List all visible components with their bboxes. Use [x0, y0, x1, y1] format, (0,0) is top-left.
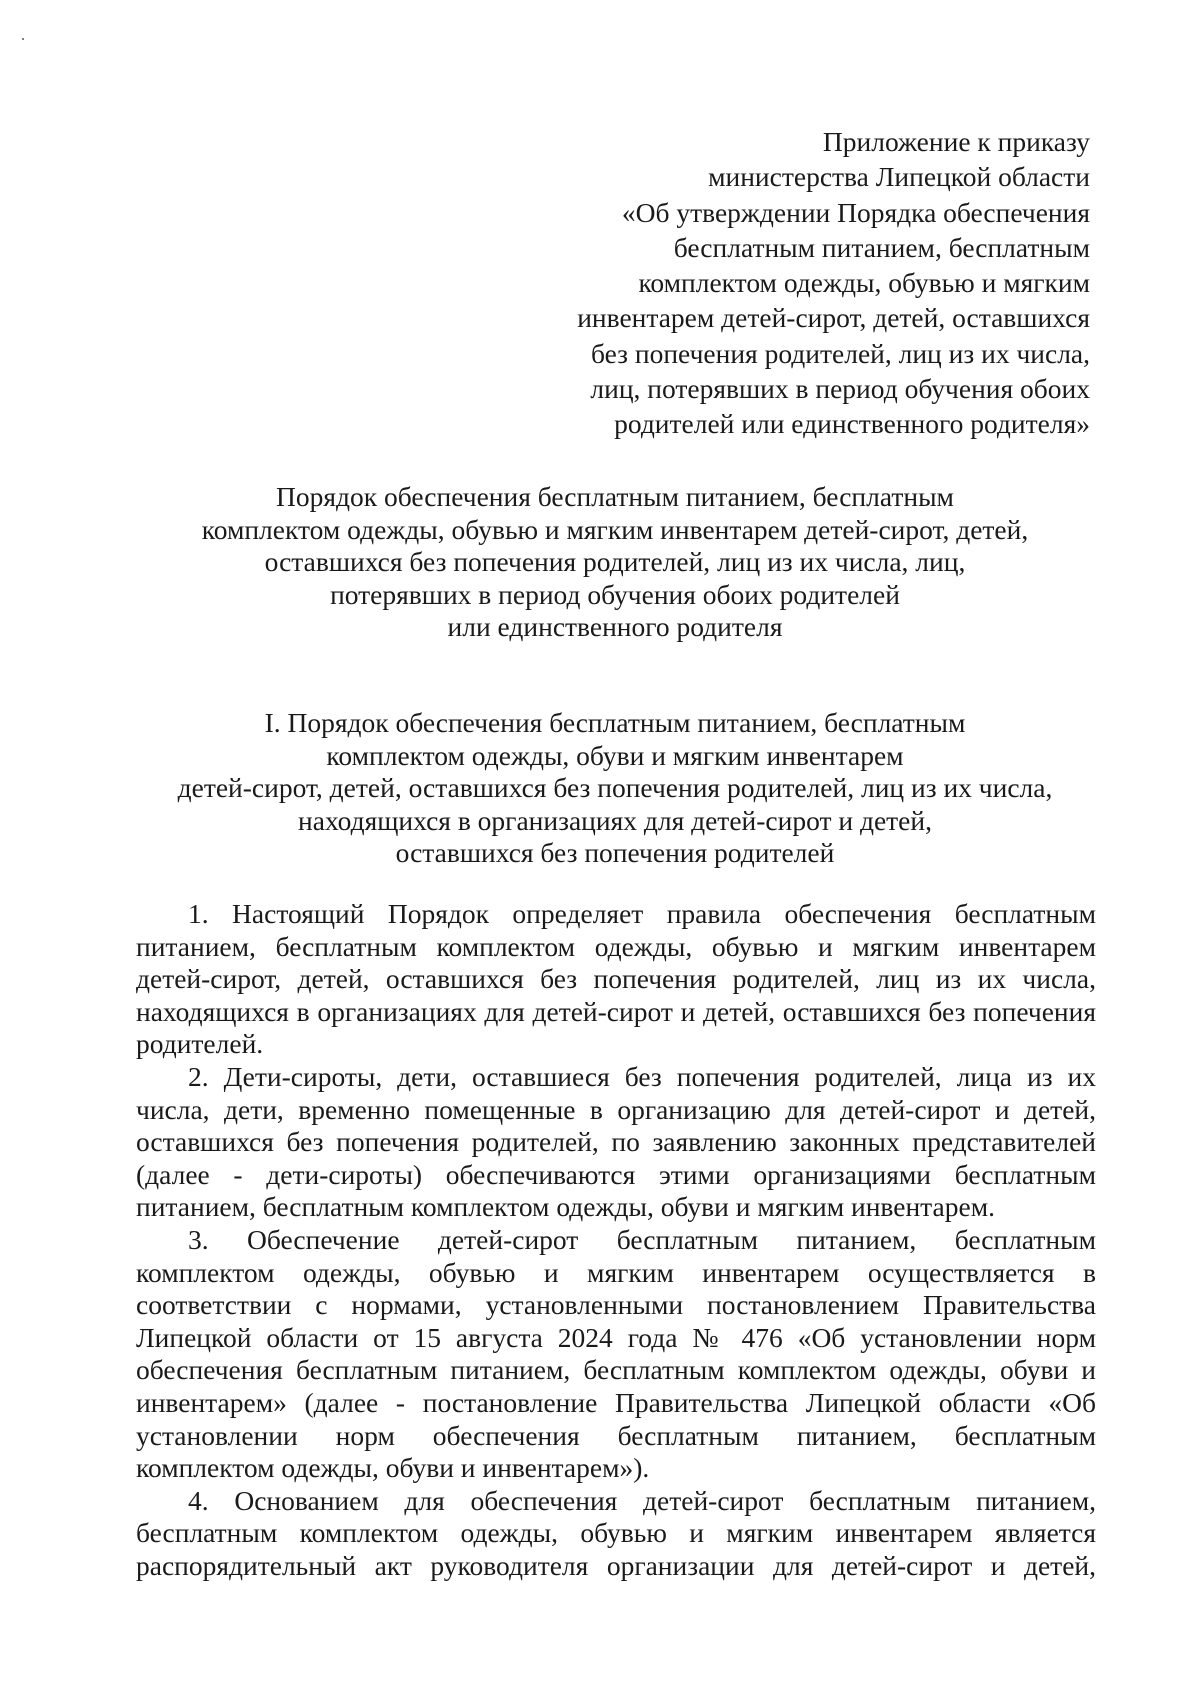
paragraph-line: обеспечения бесплатным питанием, бесплатным комплектом одежды, обуви и: [136, 1354, 1096, 1386]
paragraph-line: бесплатным комплектом одежды, обувью и мягким инвентарем является: [136, 1517, 1096, 1549]
title-line: или единственного родителя: [447, 611, 783, 642]
paragraph-line: 4. Основанием для обеспечения детей-сирот бесплатным питанием,: [188, 1484, 1096, 1516]
paragraph-line: инвентарем» (далее - постановление Правительства Липецкой области «Об: [136, 1386, 1096, 1418]
paragraph-line: 3. Обеспечение детей-сирот бесплатным питанием, бесплатным: [188, 1223, 1096, 1255]
appendix-line: министерства Липецкой области: [708, 161, 1090, 193]
section-heading-line: оставшихся без попечения родителей: [395, 837, 835, 868]
appendix-line: инвентарем детей-сирот, детей, оставшихся: [577, 302, 1090, 334]
paragraph-line: распорядительный акт руководителя организации для детей-сирот и детей,: [136, 1549, 1096, 1581]
section-heading-line: детей-сирот, детей, оставшихся без попечения родителей, лиц из их числа,: [177, 772, 1053, 803]
appendix-line: Приложение к приказу: [822, 126, 1090, 157]
paragraph-line: числа, дети, временно помещенные в организацию для детей-сирот и детей,: [136, 1093, 1096, 1125]
paragraph-line: комплектом одежды, обувью и мягким инвентарем осуществляется в: [136, 1256, 1096, 1288]
title-line: комплектом одежды, обувью и мягким инвентарем детей-сирот, детей,: [201, 513, 1029, 545]
section-heading: [140, 707, 1090, 870]
section-heading-line: находящихся в организациях для детей-сирот и детей,: [298, 804, 932, 836]
paragraph-line: детей-сирот, детей, оставшихся без попечения родителей, лиц из их числа,: [136, 963, 1096, 995]
section-heading-line: I. Порядок обеспечения бесплатным питанием, бесплатным: [264, 707, 966, 738]
paragraph-line: 2. Дети-сироты, дети, оставшиеся без попечения родителей, лица из их: [188, 1060, 1096, 1092]
appendix-header: [470, 124, 1090, 442]
paragraph-line: питанием, бесплатным комплектом одежды, обуви и мягким инвентарем.: [136, 1191, 995, 1223]
title-line: Порядок обеспечения бесплатным питанием, бесплатным: [276, 481, 954, 512]
appendix-line: родителей или единственного родителя»: [614, 408, 1090, 440]
paragraph-2: [136, 1061, 1096, 1224]
appendix-line: бесплатным питанием, бесплатным: [673, 231, 1090, 263]
section-heading-line: комплектом одежды, обуви и мягким инвентарем: [326, 739, 904, 771]
paragraph-line: соответствии с нормами, установленными постановлением Правительства: [136, 1289, 1096, 1321]
paragraph-line: питанием, бесплатным комплектом одежды, обувью и мягким инвентарем: [136, 930, 1096, 962]
paragraph-4: [136, 1485, 1096, 1583]
scan-speck: [22, 38, 24, 40]
paragraph-line: (далее - дети-сироты) обеспечиваются этими организациями бесплатным: [136, 1158, 1096, 1190]
paragraph-line: родителей.: [136, 1028, 264, 1060]
document-title: [140, 481, 1090, 644]
appendix-line: лиц, потерявших в период обучения обоих: [590, 373, 1090, 405]
paragraph-line: оставшихся без попечения родителей, по заявлению законных представителей: [136, 1126, 1096, 1158]
appendix-line: без попечения родителей, лиц из их числа,: [590, 337, 1090, 369]
paragraph-line: Липецкой области от 15 августа 2024 года № 476 «Об установлении норм: [136, 1321, 1096, 1353]
title-line: оставшихся без попечения родителей, лиц из их числа, лиц,: [264, 546, 966, 577]
paragraph-line: установлении норм обеспечения бесплатным питанием, бесплатным: [136, 1419, 1096, 1451]
appendix-line: «Об утверждении Порядка обеспечения: [621, 196, 1090, 228]
body-text: [136, 898, 1096, 1582]
paragraph-1: [136, 898, 1096, 1061]
paragraph-line: находящихся в организациях для детей-сирот и детей, оставшихся без попечения: [136, 995, 1096, 1027]
title-line: потерявших в период обучения обоих родителей: [330, 578, 900, 610]
paragraph-line: комплектом одежды, обуви и инвентарем»).: [136, 1452, 650, 1484]
appendix-line: комплектом одежды, обувью и мягким: [638, 267, 1090, 299]
paragraph-3: [136, 1224, 1096, 1485]
paragraph-line: 1. Настоящий Порядок определяет правила обеспечения бесплатным: [188, 898, 1096, 929]
